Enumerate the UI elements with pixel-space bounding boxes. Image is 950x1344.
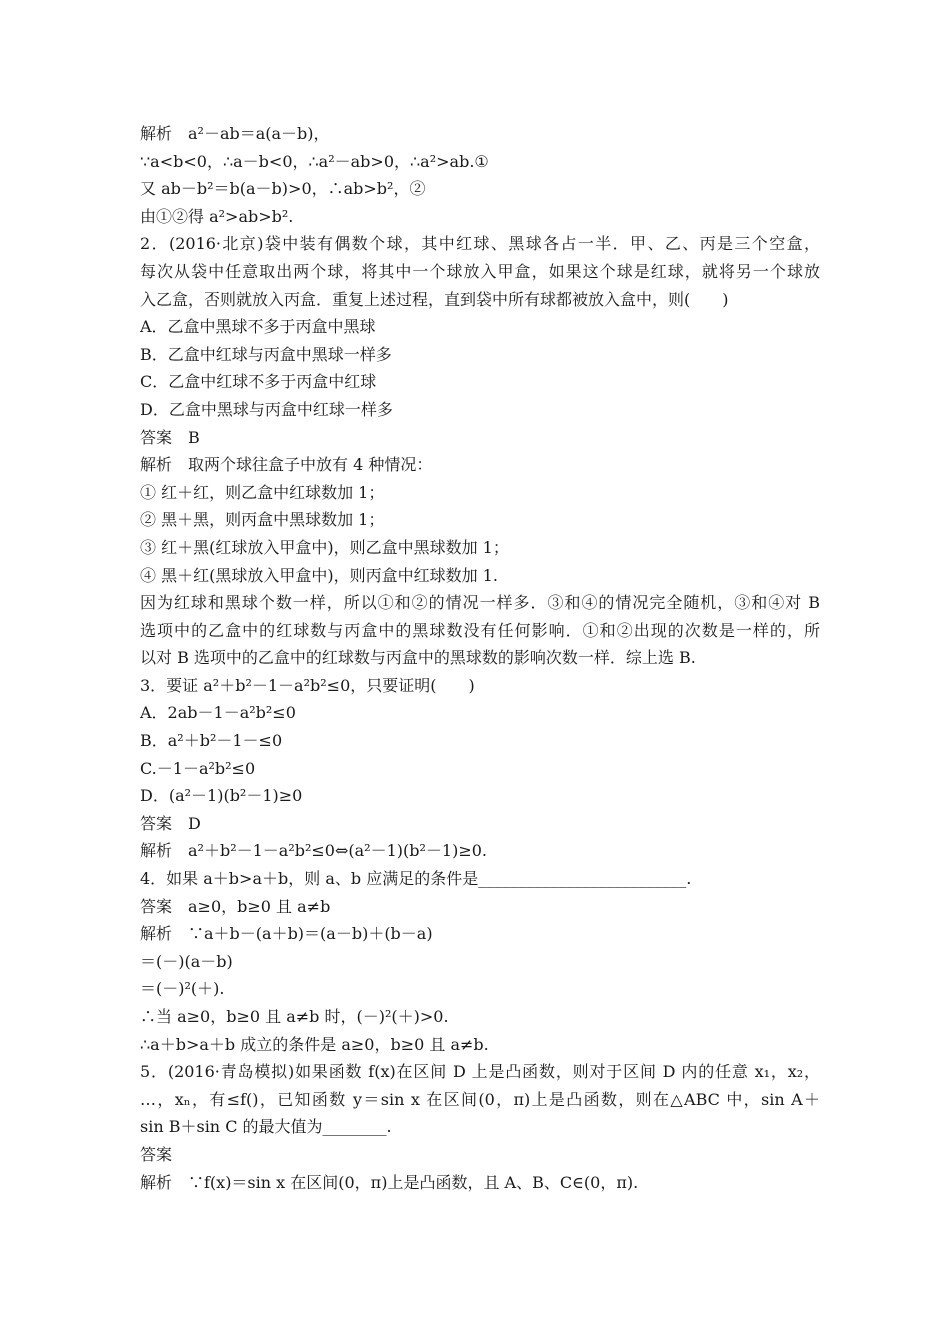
text-line: ∴当 a≥0，b≥0 且 a≠b 时，(－)²(＋)>0.: [140, 1007, 449, 1026]
text-line: ∴a＋b>a＋b 成立的条件是 a≥0，b≥0 且 a≠b.: [140, 1034, 489, 1054]
question-2-stem: 每次从袋中任意取出两个球，将其中一个球放入甲盒，如果这个球是红球，就将另一个球放: [140, 261, 820, 281]
answer-line: 答案: [140, 1144, 173, 1164]
text-line: 因为红球和黑球个数一样，所以①和②的情况一样多．③和④的情况完全随机，③和④对 B: [140, 593, 820, 613]
analysis-line: 解析 ∵a＋b－(a＋b)＝(a－b)＋(b－a): [140, 924, 433, 944]
answer-line: 答案 a≥0，b≥0 且 a≠b: [140, 896, 331, 916]
option-a: A．2ab－1－a²b²≤0: [140, 703, 296, 723]
option-d: D．(a²－1)(b²－1)≥0: [140, 786, 303, 806]
text-line: ＝(－)²(＋).: [140, 979, 225, 999]
option-d: D．乙盒中黑球与丙盒中红球一样多: [140, 399, 393, 419]
text-line: 又 ab－b²＝b(a－b)>0，∴ab>b²，②: [140, 179, 426, 199]
analysis-line: 解析 取两个球往盒子中放有 4 种情况：: [140, 455, 433, 475]
option-c: C.－1－a²b²≤0: [140, 758, 256, 778]
analysis-line: 解析 a²＋b²－1－a²b²≤0⇔(a²－1)(b²－1)≥0.: [140, 841, 488, 861]
option-a: A．乙盒中黑球不多于丙盒中黑球: [140, 317, 376, 337]
text-line: ③ 红＋黑(红球放入甲盒中)，则乙盒中黑球数加 1；: [140, 537, 509, 557]
text-line: ∵a<b<0，∴a－b<0，∴a²－ab>0，∴a²>ab.①: [140, 151, 489, 171]
text-line: 选项中的乙盒中的红球数与丙盒中的黑球数没有任何影响．①和②出现的次数是一样的，所: [140, 620, 820, 640]
option-b: B．a²＋b²－1－≤0: [140, 731, 283, 751]
analysis-line: 解析 ∵f(x)＝sin x 在区间(0，π)上是凸函数，且 A、B、C∈(0，π).: [140, 1172, 639, 1192]
text-line: 以对 B 选项中的乙盒中的红球数与丙盒中的黑球数的影响次数一样．综上选 B.: [140, 648, 696, 668]
text-line: ① 红＋红，则乙盒中红球数加 1；: [140, 482, 385, 502]
text-line: ② 黑＋黑，则丙盒中黑球数加 1；: [140, 510, 385, 530]
text-line: 由①②得 a²>ab>b².: [140, 206, 294, 226]
question-2-stem: 2．(2016·北京)袋中装有偶数个球，其中红球、黑球各占一半．甲、乙、丙是三个空盒，: [140, 234, 820, 254]
text-line: ＝(－)(a－b): [140, 951, 233, 971]
question-5-stem: 5．(2016·青岛模拟)如果函数 f(x)在区间 D 上是凸函数，则对于区间 D 内的任意 x₁，x₂，: [140, 1062, 820, 1082]
question-5-stem: …，xₙ，有≤f()，已知函数 y＝sin x 在区间(0，π)上是凸函数，则在△ABC 中，sin A＋: [140, 1089, 820, 1109]
question-2-stem: 入乙盒，否则就放入丙盒．重复上述过程，直到袋中所有球都被放入盒中，则( ): [140, 289, 729, 309]
option-b: B．乙盒中红球与丙盒中黑球一样多: [140, 344, 392, 364]
answer-line: 答案 D: [140, 813, 201, 833]
answer-line: 答案 B: [140, 427, 200, 447]
option-c: C．乙盒中红球不多于丙盒中红球: [140, 372, 377, 392]
question-5-stem: sin B＋sin C 的最大值为________.: [140, 1117, 392, 1137]
document-body: [140, 120, 820, 1196]
text-line: 解析 a²－ab＝a(a－b)，: [140, 124, 330, 143]
question-3-stem: 3．要证 a²＋b²－1－a²b²≤0，只要证明( ): [140, 675, 475, 695]
question-4-stem: 4．如果 a＋b>a＋b，则 a、b 应满足的条件是__________________________.: [140, 869, 692, 889]
text-line: ④ 黑＋红(黑球放入甲盒中)，则丙盒中红球数加 1.: [140, 565, 498, 585]
